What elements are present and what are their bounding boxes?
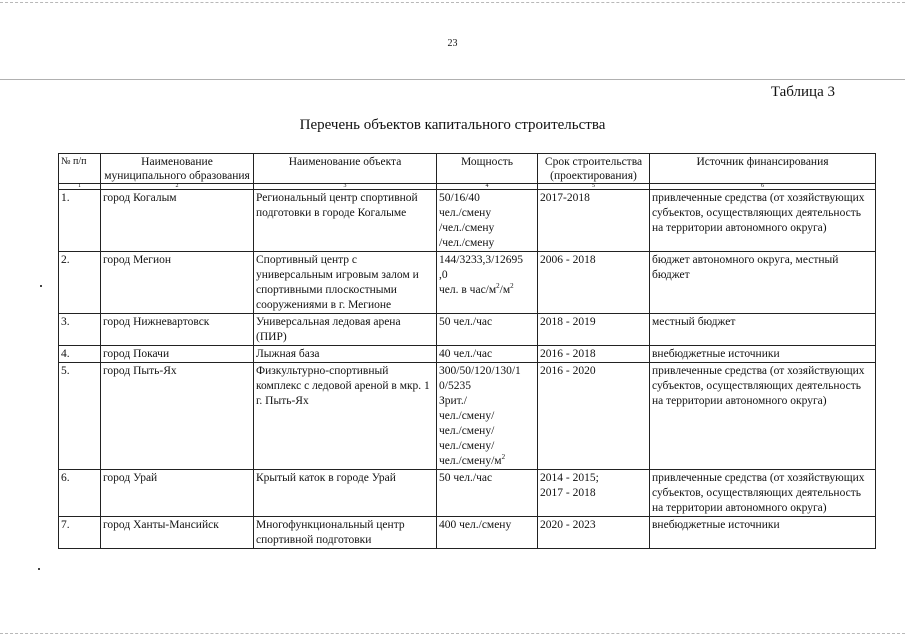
capacity-line: 400 чел./смену [439, 519, 512, 531]
document-title: Перечень объектов капитального строительства [299, 117, 606, 133]
col-header-term: Срок строительства (проектирования) [538, 154, 650, 184]
col-number: 5 [538, 184, 650, 190]
cell-number: 2. [59, 252, 101, 314]
table-row [59, 363, 876, 470]
term-line: 2017-2018 [540, 192, 590, 204]
superscript: 2 [501, 453, 506, 462]
capacity-line: чел./смену [439, 207, 492, 219]
cell-funding: внебюджетные источники [650, 517, 876, 549]
cell-funding: привлеченные средства (от хозяйствующих субъектов, осуществляющих деятельность на территории автономного округа) [650, 190, 876, 252]
cell-funding: привлеченные средства (от хозяйствующих субъектов, осуществляющих деятельность на территории автономного округа) [650, 363, 876, 470]
capacity-line: /чел./смену [439, 222, 495, 234]
header-rule [0, 79, 905, 80]
cell-object: Физкультурно-спортивный комплекс с ледовой ареной в мкр. 1 г. Пыть-Ях [254, 363, 437, 470]
cell-number: 3. [59, 314, 101, 346]
cell-capacity [437, 517, 538, 549]
capacity-line: чел./смену/ [439, 425, 495, 437]
capacity-line: 50 чел./час [439, 472, 493, 484]
capital-construction-table [58, 153, 876, 549]
capacity-line: 50 чел./час [439, 316, 493, 328]
capacity-line: /чел./смену [439, 237, 495, 249]
term-line: 2016 - 2020 [540, 365, 596, 377]
term-line: 2014 - 2015; [540, 472, 599, 484]
capacity-line: Зрит./ [439, 395, 467, 407]
cell-capacity [437, 346, 538, 363]
capacity-line: 0/5235 [439, 380, 471, 392]
cell-municipality: город Когалым [101, 190, 254, 252]
cell-funding: привлеченные средства (от хозяйствующих субъектов, осуществляющих деятельность на территории автономного округа) [650, 470, 876, 517]
table-row [59, 314, 876, 346]
cell-number: 6. [59, 470, 101, 517]
col-header-municipality: Наименование муниципального образования [101, 154, 254, 184]
scan-bottom-edge [0, 633, 905, 634]
cell-capacity [437, 314, 538, 346]
scan-top-edge [0, 2, 905, 3]
cell-term [538, 363, 650, 470]
cell-capacity [437, 190, 538, 252]
term-line: 2017 - 2018 [540, 487, 596, 499]
superscript: 2 [510, 282, 514, 291]
cell-municipality: город Урай [101, 470, 254, 517]
col-number: 1 [59, 184, 101, 190]
col-number: 3 [254, 184, 437, 190]
capacity-line: 144/3233,3/12695 [439, 254, 524, 266]
page-number: 23 [447, 38, 458, 49]
term-line: 2006 - 2018 [540, 254, 596, 266]
cell-number: 5. [59, 363, 101, 470]
cell-municipality: город Пыть-Ях [101, 363, 254, 470]
table-row [59, 470, 876, 517]
cell-term [538, 190, 650, 252]
col-header-funding: Источник финансирования [650, 154, 876, 184]
cell-municipality: город Ханты-Мансийск [101, 517, 254, 549]
table-row [59, 252, 876, 314]
cell-term [538, 252, 650, 314]
cell-term [538, 470, 650, 517]
capacity-line: 50/16/40 [439, 192, 480, 204]
term-line: 2020 - 2023 [540, 519, 596, 531]
capacity-line: 300/50/120/130/1 [439, 365, 521, 377]
cell-object: Региональный центр спортивной подготовки в городе Когалыме [254, 190, 437, 252]
capacity-line: /м [499, 284, 511, 296]
cell-number: 1. [59, 190, 101, 252]
col-header-object: Наименование объекта [254, 154, 437, 184]
col-number: 6 [650, 184, 876, 190]
table-row [59, 346, 876, 363]
cell-municipality: город Нижневартовск [101, 314, 254, 346]
col-header-capacity: Мощность [437, 154, 538, 184]
superscript: 2 [496, 282, 500, 291]
cell-term [538, 346, 650, 363]
cell-object: Лыжная база [254, 346, 437, 363]
cell-object: Многофункциональный центр спортивной подготовки [254, 517, 437, 549]
cell-term [538, 314, 650, 346]
cell-term [538, 517, 650, 549]
cell-object: Универсальная ледовая арена (ПИР) [254, 314, 437, 346]
cell-municipality: город Мегион [101, 252, 254, 314]
cell-funding: внебюджетные источники [650, 346, 876, 363]
cell-funding: бюджет автономного округа, местный бюджет [650, 252, 876, 314]
cell-number: 7. [59, 517, 101, 549]
capacity-line: чел. в час/м [439, 284, 497, 296]
col-header-number: № п/п [59, 154, 101, 184]
col-number: 2 [101, 184, 254, 190]
cell-funding: местный бюджет [650, 314, 876, 346]
table-row [59, 517, 876, 549]
capacity-line: ,0 [439, 269, 448, 281]
capacity-line: чел./смену/ [439, 440, 495, 452]
cell-capacity [437, 470, 538, 517]
capacity-line: 40 чел./час [439, 348, 493, 360]
term-line: 2018 - 2019 [540, 316, 596, 328]
table-label: Таблица 3 [770, 84, 835, 100]
cell-object: Крытый каток в городе Урай [254, 470, 437, 517]
cell-municipality: город Покачи [101, 346, 254, 363]
cell-object: Спортивный центр с универсальным игровым залом и спортивными плоскостными сооружениями в г. Мегионе [254, 252, 437, 314]
cell-number: 4. [59, 346, 101, 363]
scan-speck [38, 568, 40, 570]
table-row [59, 190, 876, 252]
cell-capacity [437, 252, 538, 314]
scan-speck [40, 285, 42, 287]
header-row [59, 154, 876, 184]
capacity-line: чел./смену/ [439, 410, 495, 422]
term-line: 2016 - 2018 [540, 348, 596, 360]
capacity-line: чел./смену/м [439, 455, 502, 467]
cell-capacity [437, 363, 538, 470]
col-number: 4 [437, 184, 538, 190]
